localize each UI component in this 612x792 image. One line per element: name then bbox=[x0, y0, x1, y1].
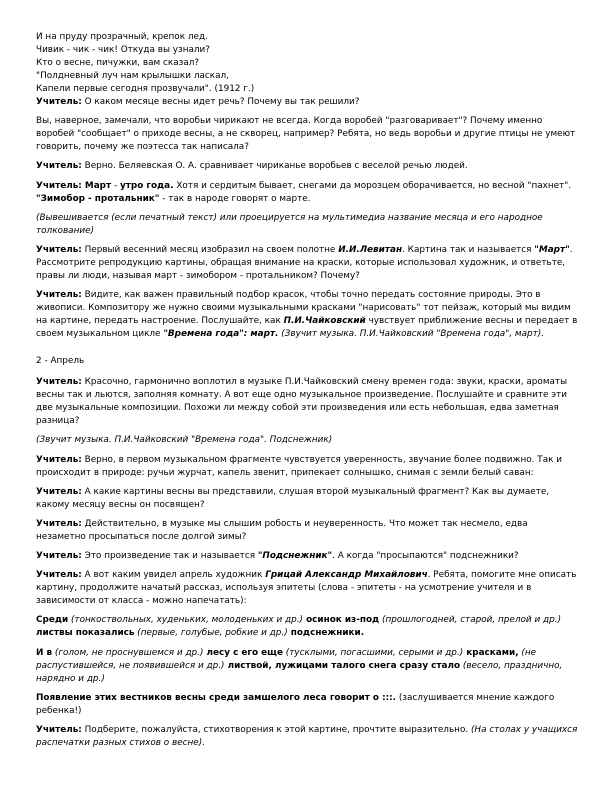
paragraph-text: чувствует приближение весны и передает в своем музыкальном цикле bbox=[36, 316, 578, 340]
paragraph-epithets-2 bbox=[36, 647, 578, 686]
bold-italic-text: "Подснежник" bbox=[257, 551, 333, 562]
italic-text: (не распустившейся, не появившейся и др.) bbox=[36, 647, 537, 671]
bold-text: лесу с его еще bbox=[203, 647, 283, 658]
poem-line: И на пруду прозрачный, крепок лед. bbox=[36, 32, 208, 42]
paragraph-text: А какие картины весны вы представили, слушая второй музыкальный фрагмент? Как вы думаете, какому месяцу весны он посвящен? bbox=[36, 486, 550, 510]
paragraph-text: Действительно, в музыке мы слышим робость и неуверенность. Что может так несмело, едва незаметно просыпаться после долгой зимы? bbox=[36, 518, 528, 542]
bold-text: Появление этих вестников весны среди замшелого леса говорит о :::. bbox=[36, 692, 397, 703]
poem-line: "Полдневный луч нам крылышки ласкал, bbox=[36, 71, 229, 81]
paragraph-text: - так в народе говорят о марте. bbox=[159, 193, 311, 204]
italic-text: (тусклыми, погасшими, серыми и др.) bbox=[282, 647, 464, 658]
paragraph-text: Первый весенний месяц изобразил на своем полотне bbox=[81, 244, 339, 255]
speaker-label: Учитель: bbox=[36, 180, 82, 191]
italic-text: (голом, не проснувшемся и др.) bbox=[52, 647, 204, 658]
speaker-label: Учитель: bbox=[36, 161, 82, 172]
speaker-label: Учитель: bbox=[36, 570, 82, 581]
speaker-label: Учитель: bbox=[36, 97, 82, 107]
paragraph-text: . Ребята, помогите мне описать картину, продолжите начатый рассказ, используя эпитеты (слова - эпитеты - на усмотрение учителя и в зависимости от класса - можно напечатать): bbox=[36, 570, 577, 607]
paragraph-levitan bbox=[36, 244, 578, 283]
bold-text: листвы показались bbox=[36, 628, 135, 639]
paragraph-text: Красочно, гармонично воплотил в музыке П.И.Чайковский смену времен года: звуки, краски, ароматы весны так и льются, заполняя комнату. А вот еще одно музыкальное произведение. Послушайте и сравните эти две музыкальные композиции. Похожи ли между собой эти произведения или есть небольшая, едва заметная разница? bbox=[36, 377, 568, 427]
bold-italic-text: И.И.Левитан bbox=[338, 244, 403, 255]
paragraph-text: О каком месяце весны идет речь? Почему вы так решили? bbox=[81, 97, 360, 107]
paragraph-text: Хотя и сердитым бывает, снегами да морозцем оборачивается, но весной "пахнет". bbox=[173, 180, 572, 191]
paragraph-poems bbox=[36, 724, 578, 750]
bold-italic-text: П.И.Чайковский bbox=[283, 316, 366, 327]
speaker-label: Учитель: bbox=[36, 377, 82, 388]
speaker-label: Учитель: bbox=[36, 244, 82, 255]
paragraph-text: . Рассмотрите репродукцию картины, обращая внимание на краски, которые использовал художник, и ответьте, правы ли люди, называя март - зимобором - протальником? Почему? bbox=[36, 244, 573, 281]
speaker-label: Учитель: bbox=[36, 290, 82, 301]
bold-text: Март bbox=[81, 180, 112, 191]
italic-text: (весело, празднично, нарядно и др.) bbox=[36, 660, 563, 684]
paragraph-harmony bbox=[36, 376, 578, 428]
italic-text: (тонкоствольных, худеньких, молоденьких и др.) bbox=[68, 615, 303, 626]
poem-line: Кто о весне, пичужки, вам сказал? bbox=[36, 58, 200, 68]
paragraph-text: Это произведение так и называется bbox=[81, 551, 258, 562]
paragraph-gritsai bbox=[36, 569, 578, 608]
paragraph-heralds bbox=[36, 692, 578, 718]
bold-text: листвой, лужицами талого снега сразу стало bbox=[224, 660, 461, 671]
bold-text: осинок из-под bbox=[303, 615, 380, 626]
poem-block bbox=[36, 31, 578, 109]
paragraph-text: . Картина так и называется bbox=[402, 244, 535, 255]
paragraph-teacher-question bbox=[36, 96, 578, 109]
italic-note: (Вывешивается (если печатный текст) или проецируется на мультимедиа название месяца и его народное толкование) bbox=[36, 212, 543, 236]
paragraph-text: Верно, в первом музыкальном фрагменте чувствуется уверенность, звучание более подвижно. Так и происходит в природе: ручьи журчат, капель звенит, припекает солнышко, снимая с земли белый саван: bbox=[36, 454, 563, 478]
italic-text: (первые, голубые, робкие и др.) bbox=[134, 628, 288, 639]
bold-text: подснежники. bbox=[287, 628, 365, 639]
italic-note: (Звучит музыка. П.И.Чайковский "Времена года". Подснежник) bbox=[36, 435, 333, 446]
italic-text: (На столах у учащихся распечатки разных стихов о весне). bbox=[36, 725, 578, 748]
paragraph-note bbox=[36, 212, 578, 238]
speaker-label: Учитель: bbox=[36, 486, 82, 497]
paragraph-epithets-1 bbox=[36, 614, 578, 640]
paragraph-second-fragment bbox=[36, 486, 578, 512]
paragraph-text: Видите, как важен правильный подбор красок, чтобы точно передать состояние природы. Это в живописи. Композитору же нужно своими музыкальными красками "нарисовать" тот пейзаж, который мы видим на картине, передать настроение. Послушайте, как bbox=[36, 290, 571, 327]
bold-text: Среди bbox=[36, 615, 69, 626]
bold-italic-text: "Времена года": март. bbox=[163, 329, 279, 340]
speaker-label: Учитель: bbox=[36, 725, 82, 735]
bold-italic-text: Грицай Александр Михайлович bbox=[265, 570, 428, 581]
section-heading-april: 2 - Апрель bbox=[36, 356, 85, 367]
paragraph-text: А вот каким увидел апрель художник bbox=[81, 570, 266, 581]
bold-text: красками, bbox=[463, 647, 519, 658]
bold-text: И в bbox=[36, 647, 53, 658]
italic-text: (прошлогодней, старой, прелой и др.) bbox=[379, 615, 562, 626]
bold-text: "Зимобор - протальник" bbox=[36, 193, 160, 204]
paragraph-sparrows: Вы, наверное, замечали, что воробьи чирикают не всегда. Когда воробей "разговаривает"? Почему именно воробей "сообщает" о приходе весны, а не скворец, например? Ребята, но ведь воробьи и другие птицы не умеют говорить, почему же поэтесса так написала? bbox=[36, 116, 576, 153]
paragraph-text: Верно. Беляевская О. А. сравнивает чириканье воробьев с веселой речью людей. bbox=[81, 161, 468, 172]
paragraph-tchaikovsky bbox=[36, 289, 578, 341]
italic-text: (Звучит музыка. П.И.Чайковский "Времена года", март). bbox=[278, 329, 545, 340]
paragraph-belyaevskaya bbox=[36, 160, 578, 173]
paragraph-music-note bbox=[36, 434, 578, 447]
speaker-label: Учитель: bbox=[36, 454, 82, 465]
paragraph-text: - bbox=[111, 180, 120, 191]
speaker-label: Учитель: bbox=[36, 551, 82, 562]
paragraph-timidity bbox=[36, 518, 578, 544]
bold-italic-text: "Март" bbox=[534, 244, 570, 255]
paragraph-confidence bbox=[36, 454, 578, 480]
paragraph-text: . А когда "просыпаются" подснежники? bbox=[332, 551, 519, 562]
poem-line: Чивик - чик - чик! Откуда вы узнали? bbox=[36, 45, 210, 55]
poem-line: Капели первые сегодня прозвучали". (1912 г.) bbox=[36, 84, 255, 94]
speaker-label: Учитель: bbox=[36, 518, 82, 529]
paragraph-text: (заслушивается мнение каждого ребенка!) bbox=[36, 692, 555, 716]
paragraph-text: Подберите, пожалуйста, стихотворения к этой картине, прочтите выразительно. bbox=[81, 725, 471, 735]
bold-text: утро года. bbox=[119, 180, 174, 191]
paragraph-march bbox=[36, 180, 578, 206]
paragraph-snowdrop bbox=[36, 550, 578, 563]
